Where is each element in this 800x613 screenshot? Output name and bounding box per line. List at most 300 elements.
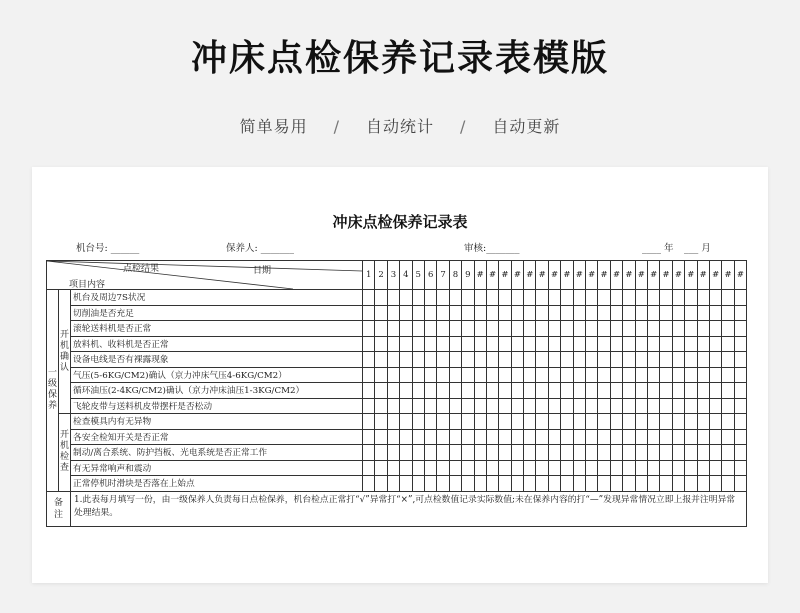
check-cell[interactable] xyxy=(400,321,412,337)
check-cell[interactable] xyxy=(573,398,585,414)
check-cell[interactable] xyxy=(672,383,684,399)
check-cell[interactable] xyxy=(548,383,560,399)
check-cell[interactable] xyxy=(499,398,511,414)
check-cell[interactable] xyxy=(647,321,659,337)
check-cell[interactable] xyxy=(511,321,523,337)
check-cell[interactable] xyxy=(400,367,412,383)
check-cell[interactable] xyxy=(400,414,412,430)
check-cell[interactable] xyxy=(412,476,424,492)
check-cell[interactable] xyxy=(424,476,436,492)
check-cell[interactable] xyxy=(412,321,424,337)
check-cell[interactable] xyxy=(598,367,610,383)
check-cell[interactable] xyxy=(672,305,684,321)
check-cell[interactable] xyxy=(424,383,436,399)
check-cell[interactable] xyxy=(647,336,659,352)
check-cell[interactable] xyxy=(734,429,746,445)
check-cell[interactable] xyxy=(474,321,486,337)
check-cell[interactable] xyxy=(363,336,375,352)
check-cell[interactable] xyxy=(586,352,598,368)
check-cell[interactable] xyxy=(635,321,647,337)
check-cell[interactable] xyxy=(486,336,498,352)
check-cell[interactable] xyxy=(573,383,585,399)
check-cell[interactable] xyxy=(598,429,610,445)
check-cell[interactable] xyxy=(524,367,536,383)
check-cell[interactable] xyxy=(573,414,585,430)
check-cell[interactable] xyxy=(375,290,387,306)
check-cell[interactable] xyxy=(697,321,709,337)
check-cell[interactable] xyxy=(536,476,548,492)
check-cell[interactable] xyxy=(722,367,734,383)
check-cell[interactable] xyxy=(709,367,721,383)
check-cell[interactable] xyxy=(709,352,721,368)
check-cell[interactable] xyxy=(561,476,573,492)
check-cell[interactable] xyxy=(462,290,474,306)
check-cell[interactable] xyxy=(462,352,474,368)
check-cell[interactable] xyxy=(623,352,635,368)
check-cell[interactable] xyxy=(548,445,560,461)
check-cell[interactable] xyxy=(387,305,399,321)
check-cell[interactable] xyxy=(375,429,387,445)
check-cell[interactable] xyxy=(400,476,412,492)
check-cell[interactable] xyxy=(486,290,498,306)
check-cell[interactable] xyxy=(672,414,684,430)
check-cell[interactable] xyxy=(697,305,709,321)
check-cell[interactable] xyxy=(709,460,721,476)
check-cell[interactable] xyxy=(437,460,449,476)
check-cell[interactable] xyxy=(573,305,585,321)
check-cell[interactable] xyxy=(660,398,672,414)
check-cell[interactable] xyxy=(722,290,734,306)
check-cell[interactable] xyxy=(685,398,697,414)
check-cell[interactable] xyxy=(375,321,387,337)
check-cell[interactable] xyxy=(375,305,387,321)
check-cell[interactable] xyxy=(573,445,585,461)
check-cell[interactable] xyxy=(486,352,498,368)
check-cell[interactable] xyxy=(610,398,622,414)
check-cell[interactable] xyxy=(660,476,672,492)
check-cell[interactable] xyxy=(437,352,449,368)
check-cell[interactable] xyxy=(610,429,622,445)
check-cell[interactable] xyxy=(412,352,424,368)
check-cell[interactable] xyxy=(561,352,573,368)
check-cell[interactable] xyxy=(635,398,647,414)
check-cell[interactable] xyxy=(524,290,536,306)
check-cell[interactable] xyxy=(524,460,536,476)
month-field[interactable]: ___ 月 xyxy=(684,243,711,254)
check-cell[interactable] xyxy=(449,305,461,321)
machine-no-field[interactable]: 机台号: ______ xyxy=(76,243,140,254)
check-cell[interactable] xyxy=(424,460,436,476)
check-cell[interactable] xyxy=(598,305,610,321)
check-cell[interactable] xyxy=(647,460,659,476)
check-cell[interactable] xyxy=(412,429,424,445)
check-cell[interactable] xyxy=(709,321,721,337)
check-cell[interactable] xyxy=(722,398,734,414)
check-cell[interactable] xyxy=(524,398,536,414)
check-cell[interactable] xyxy=(548,367,560,383)
check-cell[interactable] xyxy=(511,290,523,306)
check-cell[interactable] xyxy=(586,398,598,414)
check-cell[interactable] xyxy=(685,460,697,476)
check-cell[interactable] xyxy=(536,414,548,430)
check-cell[interactable] xyxy=(734,476,746,492)
check-cell[interactable] xyxy=(400,445,412,461)
check-cell[interactable] xyxy=(449,367,461,383)
check-cell[interactable] xyxy=(722,352,734,368)
check-cell[interactable] xyxy=(660,321,672,337)
check-cell[interactable] xyxy=(610,476,622,492)
check-cell[interactable] xyxy=(437,305,449,321)
check-cell[interactable] xyxy=(623,429,635,445)
check-cell[interactable] xyxy=(536,445,548,461)
check-cell[interactable] xyxy=(660,429,672,445)
check-cell[interactable] xyxy=(474,305,486,321)
check-cell[interactable] xyxy=(610,383,622,399)
check-cell[interactable] xyxy=(387,367,399,383)
check-cell[interactable] xyxy=(697,336,709,352)
check-cell[interactable] xyxy=(697,352,709,368)
check-cell[interactable] xyxy=(437,476,449,492)
check-cell[interactable] xyxy=(363,290,375,306)
check-cell[interactable] xyxy=(586,414,598,430)
check-cell[interactable] xyxy=(363,398,375,414)
check-cell[interactable] xyxy=(524,305,536,321)
check-cell[interactable] xyxy=(474,429,486,445)
check-cell[interactable] xyxy=(412,414,424,430)
check-cell[interactable] xyxy=(672,290,684,306)
check-cell[interactable] xyxy=(486,476,498,492)
check-cell[interactable] xyxy=(647,305,659,321)
check-cell[interactable] xyxy=(424,305,436,321)
check-cell[interactable] xyxy=(437,414,449,430)
check-cell[interactable] xyxy=(548,429,560,445)
check-cell[interactable] xyxy=(610,305,622,321)
check-cell[interactable] xyxy=(462,321,474,337)
check-cell[interactable] xyxy=(660,305,672,321)
check-cell[interactable] xyxy=(573,352,585,368)
check-cell[interactable] xyxy=(486,398,498,414)
check-cell[interactable] xyxy=(610,336,622,352)
check-cell[interactable] xyxy=(524,336,536,352)
check-cell[interactable] xyxy=(697,429,709,445)
check-cell[interactable] xyxy=(412,336,424,352)
check-cell[interactable] xyxy=(474,290,486,306)
check-cell[interactable] xyxy=(734,290,746,306)
check-cell[interactable] xyxy=(722,460,734,476)
check-cell[interactable] xyxy=(437,367,449,383)
check-cell[interactable] xyxy=(511,414,523,430)
check-cell[interactable] xyxy=(635,445,647,461)
check-cell[interactable] xyxy=(635,305,647,321)
check-cell[interactable] xyxy=(511,305,523,321)
check-cell[interactable] xyxy=(424,398,436,414)
check-cell[interactable] xyxy=(524,352,536,368)
check-cell[interactable] xyxy=(635,460,647,476)
check-cell[interactable] xyxy=(685,445,697,461)
check-cell[interactable] xyxy=(561,290,573,306)
check-cell[interactable] xyxy=(573,367,585,383)
check-cell[interactable] xyxy=(499,383,511,399)
check-cell[interactable] xyxy=(548,476,560,492)
check-cell[interactable] xyxy=(412,445,424,461)
check-cell[interactable] xyxy=(400,429,412,445)
check-cell[interactable] xyxy=(524,476,536,492)
check-cell[interactable] xyxy=(437,429,449,445)
check-cell[interactable] xyxy=(511,367,523,383)
check-cell[interactable] xyxy=(573,290,585,306)
check-cell[interactable] xyxy=(474,398,486,414)
check-cell[interactable] xyxy=(375,352,387,368)
check-cell[interactable] xyxy=(722,321,734,337)
check-cell[interactable] xyxy=(536,398,548,414)
check-cell[interactable] xyxy=(437,398,449,414)
check-cell[interactable] xyxy=(635,290,647,306)
check-cell[interactable] xyxy=(486,414,498,430)
check-cell[interactable] xyxy=(437,321,449,337)
check-cell[interactable] xyxy=(610,414,622,430)
check-cell[interactable] xyxy=(499,429,511,445)
check-cell[interactable] xyxy=(375,445,387,461)
check-cell[interactable] xyxy=(635,429,647,445)
check-cell[interactable] xyxy=(449,383,461,399)
check-cell[interactable] xyxy=(623,367,635,383)
check-cell[interactable] xyxy=(511,398,523,414)
check-cell[interactable] xyxy=(486,429,498,445)
check-cell[interactable] xyxy=(499,290,511,306)
check-cell[interactable] xyxy=(623,321,635,337)
check-cell[interactable] xyxy=(672,476,684,492)
check-cell[interactable] xyxy=(387,429,399,445)
check-cell[interactable] xyxy=(685,429,697,445)
check-cell[interactable] xyxy=(474,476,486,492)
check-cell[interactable] xyxy=(647,398,659,414)
check-cell[interactable] xyxy=(734,445,746,461)
check-cell[interactable] xyxy=(660,290,672,306)
check-cell[interactable] xyxy=(363,367,375,383)
check-cell[interactable] xyxy=(363,305,375,321)
maintainer-field[interactable]: 保养人: _______ xyxy=(226,243,294,254)
check-cell[interactable] xyxy=(647,414,659,430)
check-cell[interactable] xyxy=(635,383,647,399)
check-cell[interactable] xyxy=(586,367,598,383)
check-cell[interactable] xyxy=(598,445,610,461)
check-cell[interactable] xyxy=(511,336,523,352)
check-cell[interactable] xyxy=(660,460,672,476)
check-cell[interactable] xyxy=(734,352,746,368)
check-cell[interactable] xyxy=(610,321,622,337)
check-cell[interactable] xyxy=(524,321,536,337)
check-cell[interactable] xyxy=(462,460,474,476)
check-cell[interactable] xyxy=(412,383,424,399)
check-cell[interactable] xyxy=(449,352,461,368)
check-cell[interactable] xyxy=(536,290,548,306)
check-cell[interactable] xyxy=(387,445,399,461)
check-cell[interactable] xyxy=(561,383,573,399)
check-cell[interactable] xyxy=(623,398,635,414)
check-cell[interactable] xyxy=(623,445,635,461)
check-cell[interactable] xyxy=(697,460,709,476)
check-cell[interactable] xyxy=(734,398,746,414)
check-cell[interactable] xyxy=(474,445,486,461)
check-cell[interactable] xyxy=(623,336,635,352)
check-cell[interactable] xyxy=(709,429,721,445)
check-cell[interactable] xyxy=(412,367,424,383)
check-cell[interactable] xyxy=(375,476,387,492)
check-cell[interactable] xyxy=(387,352,399,368)
check-cell[interactable] xyxy=(573,460,585,476)
check-cell[interactable] xyxy=(548,336,560,352)
check-cell[interactable] xyxy=(499,476,511,492)
check-cell[interactable] xyxy=(635,367,647,383)
check-cell[interactable] xyxy=(363,352,375,368)
check-cell[interactable] xyxy=(685,305,697,321)
check-cell[interactable] xyxy=(598,460,610,476)
check-cell[interactable] xyxy=(610,460,622,476)
check-cell[interactable] xyxy=(536,383,548,399)
check-cell[interactable] xyxy=(685,383,697,399)
check-cell[interactable] xyxy=(573,429,585,445)
check-cell[interactable] xyxy=(561,460,573,476)
check-cell[interactable] xyxy=(598,398,610,414)
check-cell[interactable] xyxy=(586,305,598,321)
check-cell[interactable] xyxy=(511,445,523,461)
check-cell[interactable] xyxy=(561,398,573,414)
check-cell[interactable] xyxy=(363,445,375,461)
check-cell[interactable] xyxy=(685,476,697,492)
check-cell[interactable] xyxy=(734,367,746,383)
check-cell[interactable] xyxy=(511,476,523,492)
check-cell[interactable] xyxy=(709,445,721,461)
reviewer-field[interactable]: 审核:_______ xyxy=(464,243,520,254)
check-cell[interactable] xyxy=(598,321,610,337)
check-cell[interactable] xyxy=(400,290,412,306)
check-cell[interactable] xyxy=(598,476,610,492)
check-cell[interactable] xyxy=(709,414,721,430)
check-cell[interactable] xyxy=(709,336,721,352)
check-cell[interactable] xyxy=(561,321,573,337)
check-cell[interactable] xyxy=(400,383,412,399)
check-cell[interactable] xyxy=(561,429,573,445)
check-cell[interactable] xyxy=(449,445,461,461)
check-cell[interactable] xyxy=(722,305,734,321)
check-cell[interactable] xyxy=(437,290,449,306)
check-cell[interactable] xyxy=(660,336,672,352)
check-cell[interactable] xyxy=(511,383,523,399)
check-cell[interactable] xyxy=(586,321,598,337)
check-cell[interactable] xyxy=(412,460,424,476)
check-cell[interactable] xyxy=(647,429,659,445)
check-cell[interactable] xyxy=(462,305,474,321)
check-cell[interactable] xyxy=(660,352,672,368)
check-cell[interactable] xyxy=(573,476,585,492)
check-cell[interactable] xyxy=(474,460,486,476)
check-cell[interactable] xyxy=(375,414,387,430)
check-cell[interactable] xyxy=(424,414,436,430)
check-cell[interactable] xyxy=(647,367,659,383)
check-cell[interactable] xyxy=(474,352,486,368)
check-cell[interactable] xyxy=(623,290,635,306)
check-cell[interactable] xyxy=(685,367,697,383)
check-cell[interactable] xyxy=(672,367,684,383)
check-cell[interactable] xyxy=(449,290,461,306)
check-cell[interactable] xyxy=(524,414,536,430)
check-cell[interactable] xyxy=(598,336,610,352)
check-cell[interactable] xyxy=(647,476,659,492)
check-cell[interactable] xyxy=(424,367,436,383)
check-cell[interactable] xyxy=(449,476,461,492)
check-cell[interactable] xyxy=(722,445,734,461)
check-cell[interactable] xyxy=(647,290,659,306)
check-cell[interactable] xyxy=(363,429,375,445)
check-cell[interactable] xyxy=(524,445,536,461)
check-cell[interactable] xyxy=(387,383,399,399)
year-field[interactable]: ____ 年 xyxy=(642,243,674,254)
check-cell[interactable] xyxy=(548,398,560,414)
check-cell[interactable] xyxy=(387,336,399,352)
check-cell[interactable] xyxy=(449,336,461,352)
check-cell[interactable] xyxy=(536,460,548,476)
check-cell[interactable] xyxy=(449,429,461,445)
check-cell[interactable] xyxy=(672,321,684,337)
check-cell[interactable] xyxy=(363,460,375,476)
check-cell[interactable] xyxy=(437,383,449,399)
check-cell[interactable] xyxy=(536,429,548,445)
check-cell[interactable] xyxy=(672,398,684,414)
check-cell[interactable] xyxy=(647,445,659,461)
check-cell[interactable] xyxy=(722,429,734,445)
check-cell[interactable] xyxy=(586,476,598,492)
check-cell[interactable] xyxy=(437,336,449,352)
check-cell[interactable] xyxy=(561,445,573,461)
check-cell[interactable] xyxy=(449,321,461,337)
check-cell[interactable] xyxy=(474,414,486,430)
check-cell[interactable] xyxy=(400,352,412,368)
check-cell[interactable] xyxy=(709,476,721,492)
check-cell[interactable] xyxy=(672,352,684,368)
check-cell[interactable] xyxy=(499,367,511,383)
check-cell[interactable] xyxy=(387,290,399,306)
check-cell[interactable] xyxy=(363,476,375,492)
check-cell[interactable] xyxy=(524,383,536,399)
check-cell[interactable] xyxy=(474,336,486,352)
check-cell[interactable] xyxy=(499,445,511,461)
check-cell[interactable] xyxy=(586,445,598,461)
check-cell[interactable] xyxy=(424,290,436,306)
check-cell[interactable] xyxy=(486,383,498,399)
check-cell[interactable] xyxy=(697,290,709,306)
check-cell[interactable] xyxy=(486,305,498,321)
check-cell[interactable] xyxy=(672,429,684,445)
check-cell[interactable] xyxy=(561,336,573,352)
check-cell[interactable] xyxy=(561,414,573,430)
check-cell[interactable] xyxy=(499,321,511,337)
check-cell[interactable] xyxy=(635,352,647,368)
check-cell[interactable] xyxy=(685,352,697,368)
check-cell[interactable] xyxy=(722,476,734,492)
check-cell[interactable] xyxy=(586,336,598,352)
check-cell[interactable] xyxy=(424,321,436,337)
check-cell[interactable] xyxy=(499,460,511,476)
check-cell[interactable] xyxy=(685,290,697,306)
check-cell[interactable] xyxy=(437,445,449,461)
check-cell[interactable] xyxy=(499,414,511,430)
check-cell[interactable] xyxy=(660,383,672,399)
check-cell[interactable] xyxy=(598,290,610,306)
check-cell[interactable] xyxy=(400,305,412,321)
check-cell[interactable] xyxy=(573,321,585,337)
check-cell[interactable] xyxy=(561,305,573,321)
check-cell[interactable] xyxy=(474,383,486,399)
